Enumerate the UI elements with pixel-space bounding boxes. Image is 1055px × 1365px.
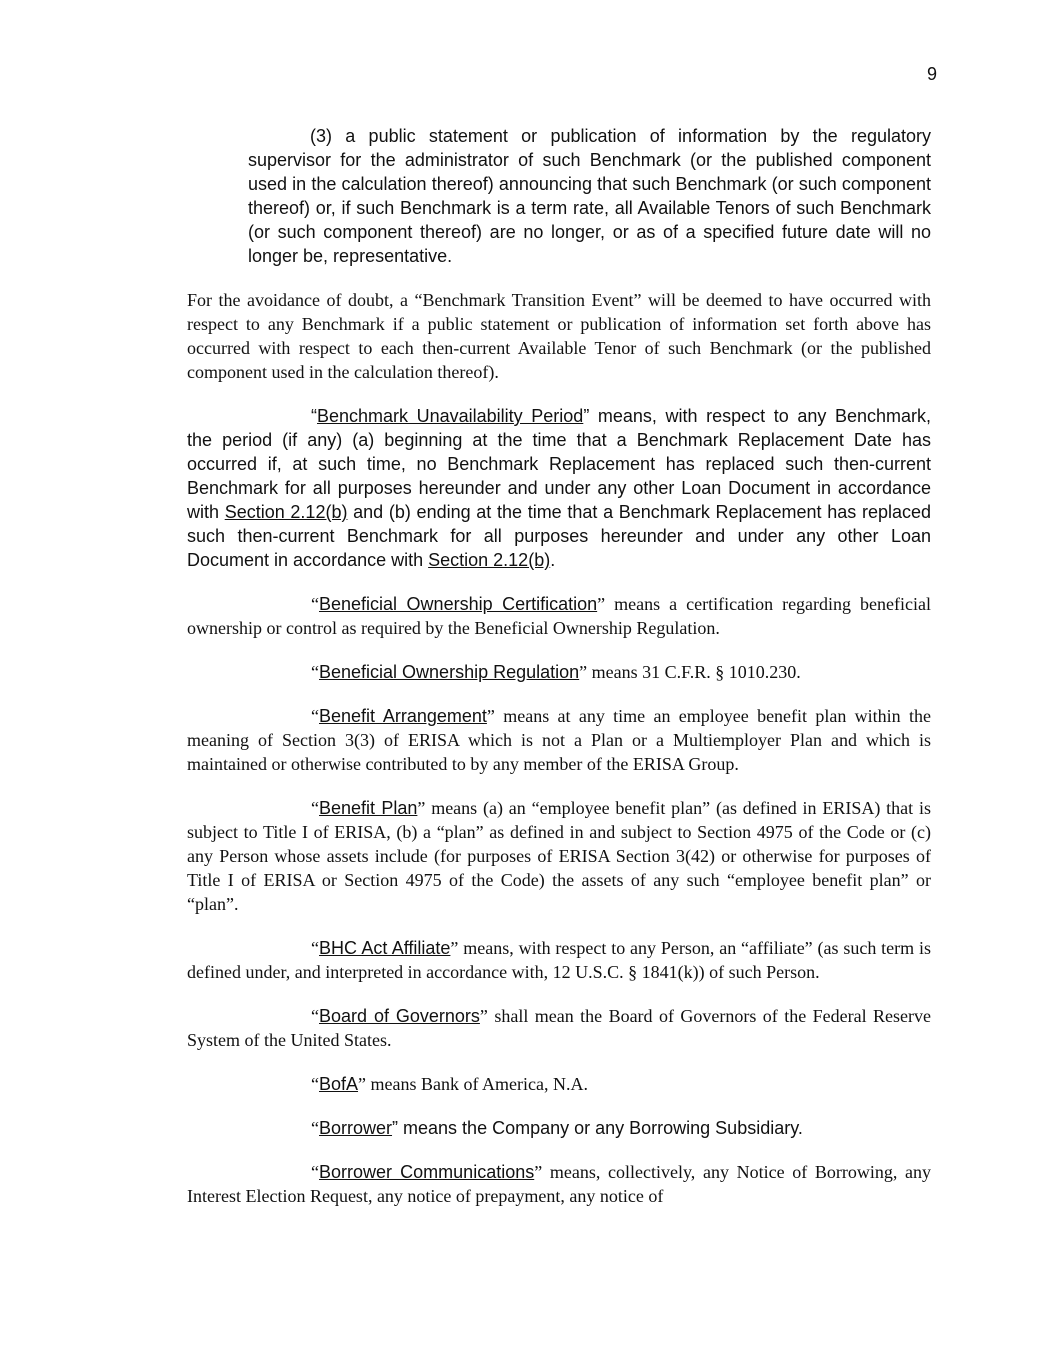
definition-beneficial-ownership-certification <box>187 592 931 640</box>
open-quote: “ <box>311 662 319 682</box>
defined-term: Benefit Arrangement <box>319 706 487 726</box>
defined-term: Borrower Communications <box>319 1162 535 1182</box>
definition-text: ” shall mean the Board of Governors of the Federal Reserve System of the United States. <box>187 1006 931 1050</box>
definition-text: ” means, with respect to any Benchmark, the period (if any) (a) beginning at the time that a Benchmark Replacement Date has occurred if, at such time, no Benchmark Replacement has replaced such then-current Benchmark for all purposes hereunder and under any other Loan Document in accordance with <box>187 406 931 522</box>
definition-borrower-communications <box>187 1160 931 1208</box>
defined-term: BHC Act Affiliate <box>319 938 451 958</box>
definition-borrower <box>187 1116 931 1140</box>
definition-benefit-plan <box>187 796 931 916</box>
open-quote: “ <box>311 1162 319 1182</box>
avoidance-of-doubt-paragraph: For the avoidance of doubt, a “Benchmark Transition Event” will be deemed to have occurred with respect to any Benchmark if a public statement or publication of information set forth above has occurred with respect to each then-current Available Tenor of such Benchmark (or the published component used in the calculation thereof). <box>187 290 931 382</box>
definition-text: ” means, collectively, any Notice of Borrowing, any Interest Election Request, any notice of prepayment, any notice of <box>187 1162 931 1206</box>
open-quote: “ <box>311 1006 319 1026</box>
definition-text: and (b) ending at the time that a Benchmark Replacement has replaced such then-current Benchmark for all purposes hereunder and under any other Loan Document in accordance with <box>187 502 931 570</box>
definition-bhc-act-affiliate <box>187 936 931 984</box>
definition-text: ” means (a) an “employee benefit plan” (as defined in ERISA) that is subject to Title I of ERISA, (b) a “plan” as defined in and subject to Section 4975 of the Code or (c) any Person whose assets include (for purposes of ERISA Section 3(42) or otherwise for purposes of Title I of ERISA or Section 4975 of the Code) the assets of any such “employee benefit plan” or “plan”. <box>187 798 931 914</box>
open-quote: “ <box>311 706 319 726</box>
open-quote: “ <box>311 1074 319 1094</box>
page-number: 9 <box>926 64 937 84</box>
section-reference: Section 2.12(b) <box>428 550 551 570</box>
definition-text: ” means the Company or any Borrowing Subsidiary. <box>392 1118 803 1138</box>
defined-term: Benefit Plan <box>319 798 418 818</box>
definition-beneficial-ownership-regulation <box>187 660 931 684</box>
defined-term: Board of Governors <box>319 1006 480 1026</box>
section-reference: Section 2.12(b) <box>224 502 348 522</box>
definition-text: ” means 31 C.F.R. § 1010.230. <box>579 662 801 682</box>
open-quote: “ <box>311 938 319 958</box>
open-quote: “ <box>311 594 319 614</box>
defined-term: BofA <box>319 1074 359 1094</box>
defined-term: Beneficial Ownership Regulation <box>319 662 580 682</box>
definition-board-of-governors <box>187 1004 931 1052</box>
defined-term: Benchmark Unavailability Period <box>317 406 584 426</box>
definition-benchmark-unavailability-period <box>187 404 931 572</box>
open-quote: “ <box>311 406 317 426</box>
open-quote: “ <box>311 1118 319 1138</box>
definition-bofa <box>187 1072 931 1096</box>
open-quote: “ <box>311 798 319 818</box>
definition-text: ” means, with respect to any Person, an “affiliate” (as such term is defined under, and interpreted in accordance with, 12 U.S.C. § 1841(k)) of such Person. <box>187 938 932 982</box>
definition-text: ” means a certification regarding beneficial ownership or control as required by the Beneficial Ownership Regulation. <box>187 594 931 638</box>
definition-benefit-arrangement <box>187 704 931 776</box>
definition-text: . <box>550 550 556 570</box>
clause-3-paragraph: (3) a public statement or publication of information by the regulatory supervisor for the administrator of such Benchmark (or the published component used in the calculation thereof) announcing that such Benchmark (or such component thereof) or, if such Benchmark is a term rate, all Available Tenors of such Benchmark (or such component thereof) are no longer, or as of a specified future date will no longer be, representative. <box>248 126 931 266</box>
definition-text: ” means Bank of America, N.A. <box>358 1074 588 1094</box>
defined-term: Borrower <box>319 1118 393 1138</box>
document-body <box>187 124 931 1228</box>
definition-text: ” means at any time an employee benefit plan within the meaning of Section 3(3) of ERISA which is not a Plan or a Multiemployer Plan and which is maintained or otherwise contributed to by any member of the ERISA Group. <box>187 706 931 774</box>
defined-term: Beneficial Ownership Certification <box>319 594 598 614</box>
